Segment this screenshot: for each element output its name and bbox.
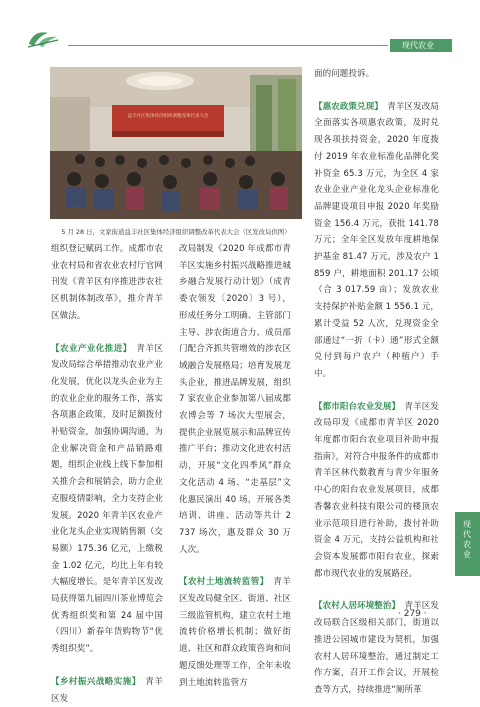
- section-paragraph: [314, 99, 439, 383]
- text-column-2: [179, 241, 291, 691]
- section-text: 青羊区发改局全面落实各项惠农政策，及时兑现各项扶持资金，2020 年度拨付 2019 年农业标准化品牌化奖补资金 65.3 万元，为全区 4 家农业企业产业化龙头企业标准化品牌建设项目申报 2020 年奖励资金 156.4 万元，获批 141.78 万元；全年全区发放年度耕地保护基金 81.47 万元，涉及农户 1 859 户，耕地面积 201.17 公顷（合 3 017.59 亩）；发放农业支持保护补贴金额 1 556.1 元，累计受益 52 人次，兑现资金全部通过“一折（卡）通”形式全额兑付到每户农户（种植户）手中。: [314, 101, 439, 379]
- meeting-photo-image: [50, 67, 302, 219]
- side-section-label: 现代农业: [463, 520, 471, 559]
- section-title: 【都市阳台农业发展】: [314, 401, 396, 412]
- section-paragraph: [51, 674, 163, 707]
- banner-text: 益丰社区集体经济组织调整改革代表大会: [127, 114, 209, 119]
- section-title: 【农村土地流转监管】: [179, 577, 265, 588]
- header-section-label: 现代农业: [402, 41, 434, 50]
- section-title: 【农村人居环境整治】: [314, 601, 396, 612]
- section-title: 【惠农政策兑现】: [314, 101, 379, 112]
- paragraph: 组织登记赋码工作。成都市农业农村局和省农业农村厅官网刊发《青羊区有序推进涉农社区机制体制改革》，推介青羊区做法。: [51, 244, 163, 321]
- section-text: 青羊区发改局联合区级相关部门，街道以推进公园城市建设为契机，加强农村人居环境整治，通过制定工作方案，召开工作会议，开展检查等方式，持续推进“厕所革: [314, 601, 439, 695]
- section-paragraph: [51, 341, 163, 658]
- text-column-3: [314, 66, 439, 699]
- section-text: 青羊区发改局综合举措推动农业产业化发展，优化以龙头企业为主的农业企业的服务工作，落实各项惠企政策，及时足额拨付补贴资金，加强协调沟通，为企业解决资金和产品销路难题，组织企业线上线下参加相关推介会和展销会，助力企业克服疫情影响，全力支持企业发展。2020 年青羊区农业产业化龙头企业实现销售额（交易额）175.36 亿元，上缴税金 1.02 亿元，均比上年有较大幅度增长。是年青羊区发改局获得第九届四川茶业博览会优秀组织奖和第 24 届中国（四川）新春年货购物节“优秀组织奖”。: [51, 343, 163, 655]
- section-title: 【乡村振兴战略实施】: [51, 676, 137, 687]
- paragraph: 改局制发《2020 年成都市青羊区实施乡村振兴战略推进城乡融合发展行动计划》（成青委农领发〔2020〕3 号），形成任务分工明确、主管部门主导、涉农街道合力、成员部门配合齐抓共管增效的涉农区域融合发展格局；培育发展龙头企业，推进品牌发展，组织 7 家农业企业参加第八届成都农博会等 7 场次大型展会，提供企业展览展示和品牌宣传推广平台；推动文化进农村活动，开展“文化四季风”群众文化活动 4 场、“走基层”文化惠民演出 40 场，开展各类培训、讲座、活动等共计 2 737 场次，惠及群众 30 万人次。: [179, 244, 291, 555]
- section-text: 青羊区发改局印发《成都市青羊区 2020 年度都市阳台农业项目补助申报指南》，对符合申报条件的成都市青羊区林代数教育与青少年服务中心的阳台农业发展项目，成都香馨农业科技有限公司的楼顶农业示范项目进行补助，拨付补助资金 4 万元，支持公益机构和社会资本发展都市阳台农业，探索都市现代农业的发展路径。: [314, 401, 439, 579]
- section-paragraph: [314, 399, 439, 583]
- leaf-logo-icon: [26, 28, 60, 50]
- photo-caption: 5 月 28 日，文家街道益丰社区集体经济组织调整改革代表大会（区发改局供图）: [61, 228, 291, 236]
- page-number: · 279 ·: [398, 609, 427, 619]
- header-section-tab: [390, 39, 452, 52]
- text-column-1: [51, 241, 163, 707]
- page-header: [0, 0, 480, 64]
- meeting-photo: [50, 67, 302, 219]
- section-text: 青羊区发改局健全区、街道、社区三级监管机构，建立农村土地流转价格增长机制；做好街道、社区和群众政策咨询和问题反馈处理等工作，全年未收到土地流转监管方: [179, 577, 291, 688]
- side-section-tab: [455, 512, 480, 576]
- header-rule: [68, 45, 388, 46]
- section-paragraph: [179, 574, 291, 691]
- paragraph: 面的问题投诉。: [314, 69, 375, 79]
- section-text: 青羊区发: [51, 676, 163, 704]
- section-title: 【农业产业化推进】: [51, 343, 128, 354]
